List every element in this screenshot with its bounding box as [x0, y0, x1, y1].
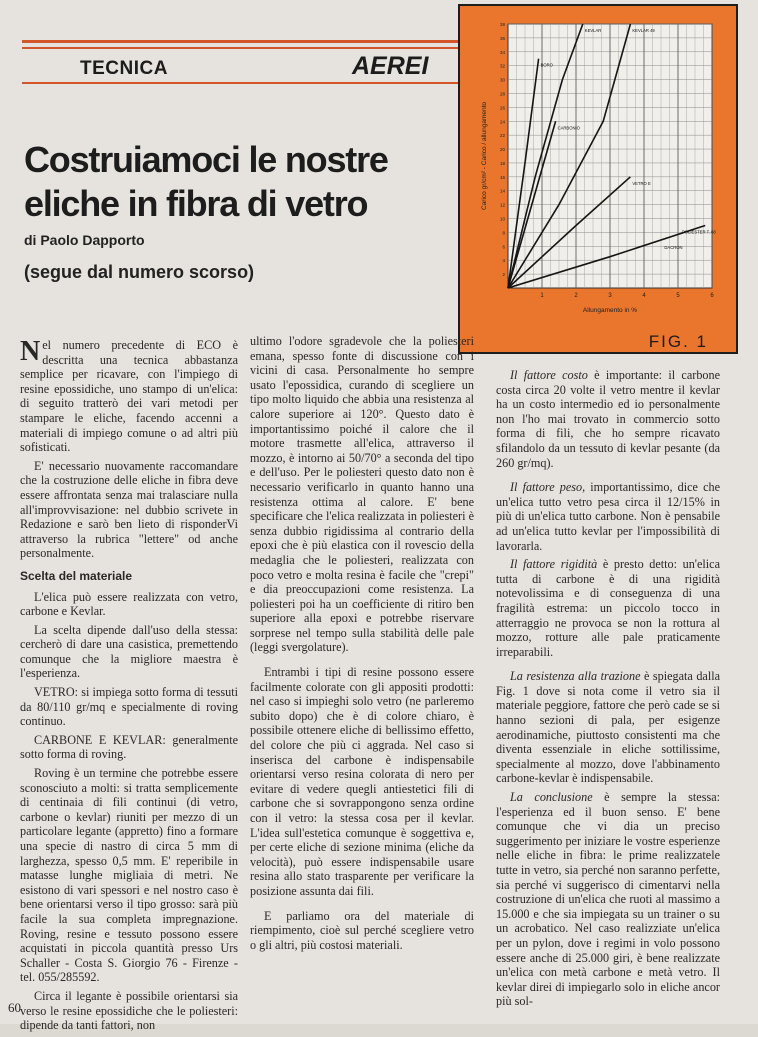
lead-phrase: La conclusione: [510, 790, 593, 805]
figure-label: FIG. 1: [648, 332, 708, 351]
y-tick-label: 8: [502, 230, 505, 236]
series-label: DACRON: [664, 245, 683, 251]
paragraph-text: è importante: il carbone costa circa 20 volte il vetro mentre il kevlar ha un costo intermedio ed io personalmente non l'ho mai trovato in commercio sotto forma di fili, che ho sempre ricavato sfilandolo da un tessuto di kevlar pesante (da 260 gr/mq).: [496, 368, 721, 470]
paragraph: [496, 790, 720, 1009]
paragraph: [496, 557, 720, 659]
figure-1: [458, 4, 738, 354]
y-tick-label: 14: [499, 188, 505, 194]
y-tick-label: 10: [499, 216, 505, 222]
paragraph-text: è presto detto: un'elica tutta di carbone è di una rigidità notevolissima e di conseguenza di una fragilità estrema: un piccolo tocco in atterraggio ne provoca se non la rottura al mozzo, rotture alle pale praticamente irreparabili.: [496, 557, 720, 659]
y-tick-label: 2: [502, 272, 505, 278]
article-subtitle: (segue dal numero scorso): [24, 262, 255, 282]
x-tick-label: 6: [710, 293, 714, 299]
paragraph-text: è spiegata dalla Fig. 1 dove si nota come il vetro sia il materiale peggiore, fattore che però cade se si hanno sezioni di pala, per esigenze aerodinamiche, piuttosto consistenti ma che diventa essenziale in eliche sottilissime, specialmente al mozzo, dove l'abbinamento carbone-kevlar è indispensabile.: [496, 669, 721, 786]
paragraph: E parliamo ora del materiale di riempimento, cioè sul perché scegliere vetro o gli altri, più costosi materiali.: [250, 908, 474, 952]
section-label-tecnica: TECNICA: [80, 58, 168, 79]
article-byline: di Paolo Dapporto: [24, 232, 145, 248]
lead-phrase: Il fattore rigidità: [510, 557, 598, 572]
y-tick-label: 32: [499, 63, 505, 69]
section-label-aerei: AEREI: [352, 52, 429, 80]
series-label: VETRO E: [632, 180, 651, 186]
series-label: BORO: [540, 62, 553, 68]
header-rule-bottom: [22, 82, 458, 84]
paragraph: Entrambi i tipi di resine possono essere facilmente colorate con gli appositi prodotti: nel caso si impieghi solo vetro (ne parleremo subito dopo) che è di colore chiaro, è possibile ottenere eliche di bellissimo effetto, del colore che più ci aggrada. Nel caso si inserisca del carbone è indispensabile orientarsi verso resina colorata di nero per evitare di vedere quegli antiestetici fili di carbone che si sovrappongono senza ordine con il vetro: la stessa cosa per il kevlar. L'idea sull'estetica comunque è soggettiva e, per certe eliche di sezione minima (eliche da velocità), può essere indispensabile usare resina allo stato trasparente per verificare la posizione assunta dai fili.: [250, 665, 474, 898]
lead-phrase: Il fattore peso,: [510, 480, 586, 495]
paragraph-text: el numero precedente di ECO è descritta una tecnica abbastanza semplice per ricavare, con l'impiego di resine epossidiche, uno stampo di un'elica: di seguito tratterò dei vari metodi per stampare le eliche, facendo accenni a materiali di impiego comune o ad altri più sofisticati.: [20, 338, 238, 455]
y-tick-label: 24: [499, 119, 505, 125]
section-heading: Scelta del materiale: [20, 568, 133, 583]
x-axis-label: Allungamento in %: [582, 307, 638, 314]
y-tick-label: 20: [499, 147, 505, 153]
header-rule-top-thin: [22, 47, 458, 49]
series-label: CARBONIO: [557, 125, 580, 131]
paragraph-text: importantissimo, dice che un'elica tutto vetro pesa circa il 12/15% in più di un'elica tutto carbone. Non è pensabile ad un'elica tutto kevlar per l'impossibilità di lavorarla.: [496, 480, 720, 553]
y-tick-label: 12: [499, 202, 505, 208]
series-label: KEVLAR: [584, 28, 602, 33]
y-tick-label: 16: [499, 174, 505, 180]
text-column-2: [250, 334, 474, 956]
y-axis-label: Carico gr/cm² - Carico / allungamento: [481, 101, 488, 211]
y-tick-label: 26: [499, 105, 505, 111]
x-tick-label: 5: [676, 293, 680, 299]
paragraph: [496, 368, 720, 470]
stress-strain-chart: [460, 6, 736, 352]
series-label: POLIESTER T. 68: [682, 229, 716, 235]
paragraph: CARBONE E KEVLAR: generalmente sotto forma di roving.: [20, 732, 238, 762]
lead-phrase: Il fattore costo: [510, 368, 588, 382]
x-tick-label: 3: [608, 293, 612, 299]
x-tick-label: 1: [540, 293, 544, 299]
text-column-3: [496, 368, 720, 1013]
paragraph: Circa il legante è possibile orientarsi sia verso le resine epossidiche che le poliesteri: dipende da tanti fattori, non: [20, 988, 238, 1033]
paragraph: E' necessario nuovamente raccomandare che la costruzione delle eliche in fibra deve essere affrontata senza mai tralasciare nulla all'improvvisazione: nel dubbio scrivete in Redazione e sarò ben lieto di risponderVi attraverso la rubrica "lettere" od anche personalmente.: [20, 458, 238, 561]
y-tick-label: 18: [499, 160, 505, 166]
paragraph: ultimo l'odore sgradevole che la poliesteri emana, spesso fonte di discussione con i vicini di casa. Personalmente ho sempre usato l'epossidica, curando di scegliere un tipo molto liquido che abbia una resistenza al calore superiore ai 120°. Questo dato è importantissimo poiché il calore che il motore trasmette all'elica, attraverso il mozzo, è intorno ai 50/70° a seconda del tipo e dell'uso. Per le poliesteri questo dato non è necessario verificarlo in quanto hanno una resistenza ottima al calore. E' bene specificare che l'elica realizzata in poliesteri è senza dubbio rigidissima al contrario della epoxi che è più elastica con il rovescio della medaglia che le poliesteri, realizzata con poco vetro e molta resina è facile che "crepi" e dia preoccupazioni come resistenza. La poliesteri poi ha un coefficiente di ritiro ben superiore alla epoxi e potrebbe riservare sorprese nel tempo sulla stabilità delle pale (leggi svergolature).: [250, 334, 474, 655]
series-label: KEVLAR 49: [632, 28, 655, 33]
paragraph: [496, 480, 720, 553]
paragraph: [20, 338, 238, 455]
y-tick-label: 38: [499, 22, 505, 27]
y-tick-label: 28: [499, 91, 505, 97]
paragraph: La scelta dipende dall'uso della stessa: cercherò di dare una casistica, premettendo comunque che la migliore maestra è l'esperienza.: [20, 622, 238, 681]
y-tick-label: 34: [499, 49, 505, 55]
y-tick-label: 4: [502, 258, 505, 264]
drop-cap: N: [20, 336, 41, 367]
y-tick-label: 22: [499, 133, 505, 139]
header-rule-top: [22, 40, 458, 43]
paragraph: VETRO: si impiega sotto forma di tessuti da 80/110 gr/mq e specialmente di roving continuo.: [20, 685, 238, 729]
paragraph: Roving è un termine che potrebbe essere sconosciuto a molti: si tratta semplicemente di centinaia di fili continui (di vetro, carbone o kevlar) riuniti per mezzo di un particolare legante (appretto) fino a formare una specie di nastro di circa 5 mm di larghezza, spesso 0,5 mm. E' reperibile in matasse lunghe migliaia di metri. Ne esistono di vari spessori e nel nostro caso è bene orientarsi verso il tipo grosso: sarà più facile la sua completa impregnazione. Roving, resine e tessuto possono essere acquistati in piccola quantità presso Urs Schaller - Costa S. Giorgio 76 - Firenze - tel. 055/285592.: [20, 766, 238, 985]
page-number: 60: [8, 1000, 21, 1015]
text-column-1: [20, 338, 238, 1037]
paragraph-text: è sempre la stessa: l'esperienza ed il buon senso. E' bene comunque che vi dia un preciso suggerimento per iniziare le vostre esperienze nelle eliche in fibra: le prime realizzatele tutte in vetro, sia perché non saranno perfette, sia perché vi suggerisco di cimentarvi nella costruzione di un'elica che ruoti al massimo a 15.000 e che sia impiegata su un trainer o su un acrobatico. Nel caso realizziate un'elica per un pylon, dove i regimi in volo possono essere anche di 25.000 giri, è bene realizzate un'elica con metà carbone e metà vetro. Il kevlar direi di impiegarlo solo in eliche ancor più sol-: [496, 790, 720, 1009]
y-tick-label: 6: [502, 244, 505, 250]
paragraph: L'elica può essere realizzata con vetro, carbone e Kevlar.: [20, 589, 238, 619]
article-title: Costruiamoci le nostre eliche in fibra di vetro: [24, 139, 388, 224]
x-tick-label: 2: [574, 293, 578, 299]
y-tick-label: 36: [499, 35, 505, 41]
x-tick-label: 4: [642, 293, 646, 299]
lead-phrase: La resistenza alla trazione: [510, 669, 641, 684]
y-tick-label: 30: [499, 77, 505, 83]
paragraph: [496, 669, 720, 786]
